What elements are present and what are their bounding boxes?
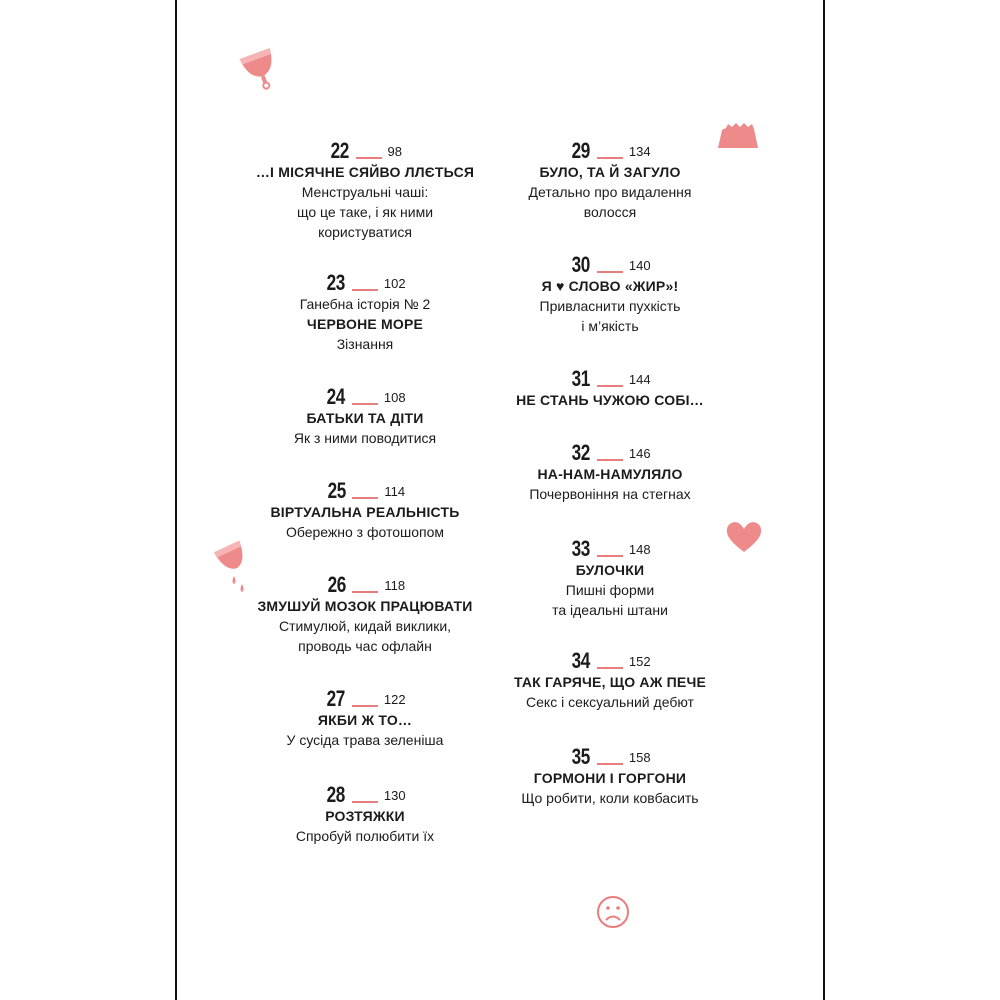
chapter-number: 29 bbox=[571, 138, 591, 163]
page-number: 134 bbox=[628, 144, 651, 159]
menstrual-cup-icon bbox=[236, 44, 288, 92]
chapter-number: 22 bbox=[330, 138, 349, 163]
toc-entry[interactable] bbox=[240, 136, 490, 242]
chapter-number: 35 bbox=[571, 744, 591, 769]
toc-entry[interactable] bbox=[485, 250, 735, 336]
page-number: 158 bbox=[628, 750, 651, 765]
chapter-subtitle: Як з ними поводитися bbox=[293, 430, 437, 446]
chapter-subtitle: Зізнання bbox=[336, 336, 394, 352]
page-number: 114 bbox=[384, 484, 406, 499]
toc-entry[interactable] bbox=[240, 382, 490, 448]
chapter-subtitle: У сусіда трава зеленіша bbox=[286, 732, 444, 748]
chapter-number: 26 bbox=[327, 572, 346, 597]
chapter-title: Я ♥ СЛОВО «ЖИР»! bbox=[541, 278, 679, 294]
separator-line bbox=[356, 157, 382, 159]
chapter-subtitle: Спробуй полюбити їх bbox=[295, 828, 435, 844]
chapter-title: ГОРМОНИ І ГОРГОНИ bbox=[533, 770, 687, 786]
chapter-number: 31 bbox=[571, 366, 591, 391]
chapter-subtitle: користуватися bbox=[318, 224, 412, 240]
chapter-number: 27 bbox=[326, 686, 346, 711]
separator-line bbox=[597, 667, 623, 669]
chapter-number: 25 bbox=[327, 478, 346, 503]
toc-entry[interactable] bbox=[240, 684, 490, 750]
page-number: 102 bbox=[383, 276, 406, 291]
chapter-title: БАТЬКИ ТА ДІТИ bbox=[306, 410, 424, 426]
chapter-subtitle: Стимулюй, кидай виклики, bbox=[278, 618, 452, 634]
chapter-subtitle: Що робити, коли ковбасить bbox=[521, 790, 699, 806]
toc-entry[interactable] bbox=[240, 268, 490, 354]
chapter-title: ЧЕРВОНЕ МОРЕ bbox=[306, 316, 424, 332]
chapter-number: 33 bbox=[571, 536, 591, 561]
chapter-title: РОЗТЯЖКИ bbox=[325, 808, 405, 824]
chapter-title: БУЛО, ТА Й ЗАГУЛО bbox=[539, 164, 681, 180]
chapter-number: 24 bbox=[326, 384, 346, 409]
chapter-subtitle: і м’якість bbox=[581, 318, 639, 334]
toc-entry[interactable] bbox=[485, 438, 735, 504]
page-number: 98 bbox=[387, 144, 402, 159]
separator-line bbox=[597, 385, 623, 387]
page-number: 122 bbox=[383, 692, 406, 707]
chapter-subtitle: Почервоніння на стегнах bbox=[529, 486, 691, 502]
chapter-title: Ганебна історія № 2 bbox=[299, 296, 431, 312]
page-number: 144 bbox=[628, 372, 651, 387]
chapter-number: 34 bbox=[571, 648, 591, 673]
separator-line bbox=[597, 555, 623, 557]
toc-entry[interactable] bbox=[240, 570, 490, 656]
chapter-title: ЗМУШУЙ МОЗОК ПРАЦЮВАТИ bbox=[257, 598, 473, 614]
separator-line bbox=[597, 271, 623, 273]
chapter-number: 28 bbox=[326, 782, 346, 807]
chapter-number: 23 bbox=[326, 270, 346, 295]
chapter-subtitle: Секс і сексуальний дебют bbox=[526, 694, 694, 710]
toc-entry[interactable] bbox=[240, 780, 490, 846]
chapter-subtitle: Менструальні чаші: bbox=[301, 184, 429, 200]
chapter-title: ТАК ГАРЯЧЕ, ЩО АЖ ПЕЧЕ bbox=[513, 674, 707, 690]
separator-line bbox=[352, 591, 378, 593]
toc-entry[interactable] bbox=[485, 364, 735, 410]
chapter-subtitle: Привласнити пухкість bbox=[539, 298, 681, 314]
page-number: 148 bbox=[628, 542, 651, 557]
chapter-number: 32 bbox=[571, 440, 591, 465]
page-number: 140 bbox=[628, 258, 651, 273]
chapter-subtitle: що це таке, і як ними bbox=[296, 204, 434, 220]
page-number: 108 bbox=[383, 390, 406, 405]
toc-entry[interactable] bbox=[485, 136, 735, 222]
chapter-subtitle: проводь час офлайн bbox=[298, 638, 432, 654]
page-number: 146 bbox=[628, 446, 651, 461]
chapter-number: 30 bbox=[571, 252, 591, 277]
chapter-title: НА-НАМ-НАМУЛЯЛО bbox=[537, 466, 683, 482]
separator-line bbox=[352, 403, 378, 405]
chapter-subtitle: та ідеальні штани bbox=[552, 602, 668, 618]
separator-line bbox=[352, 705, 378, 707]
chapter-title: НЕ СТАНЬ ЧУЖОЮ СОБІ… bbox=[516, 392, 704, 408]
chapter-subtitle: волосся bbox=[583, 204, 637, 220]
chapter-title: БУЛОЧКИ bbox=[575, 562, 645, 578]
chapter-subtitle: Детально про видалення bbox=[528, 184, 692, 200]
separator-line bbox=[597, 459, 623, 461]
page-number: 118 bbox=[384, 578, 406, 593]
separator-line bbox=[352, 289, 378, 291]
separator-line bbox=[597, 157, 623, 159]
chapter-title: …І МІСЯЧНЕ СЯЙВО ЛЛЄТЬСЯ bbox=[255, 164, 475, 180]
page-number: 130 bbox=[383, 788, 406, 803]
chapter-subtitle: Пишні форми bbox=[565, 582, 655, 598]
chapter-title: ВІРТУАЛЬНА РЕАЛЬНІСТЬ bbox=[270, 504, 460, 520]
toc-entry[interactable] bbox=[240, 476, 490, 542]
page-number: 152 bbox=[628, 654, 651, 669]
toc-entry[interactable] bbox=[485, 534, 735, 620]
sad-face-icon bbox=[596, 895, 630, 929]
toc-entry[interactable] bbox=[485, 742, 735, 808]
separator-line bbox=[352, 801, 378, 803]
separator-line bbox=[597, 763, 623, 765]
chapter-title: ЯКБИ Ж ТО… bbox=[317, 712, 413, 728]
separator-line bbox=[352, 497, 378, 499]
chapter-subtitle: Обережно з фотошопом bbox=[285, 524, 445, 540]
toc-entry[interactable] bbox=[485, 646, 735, 712]
